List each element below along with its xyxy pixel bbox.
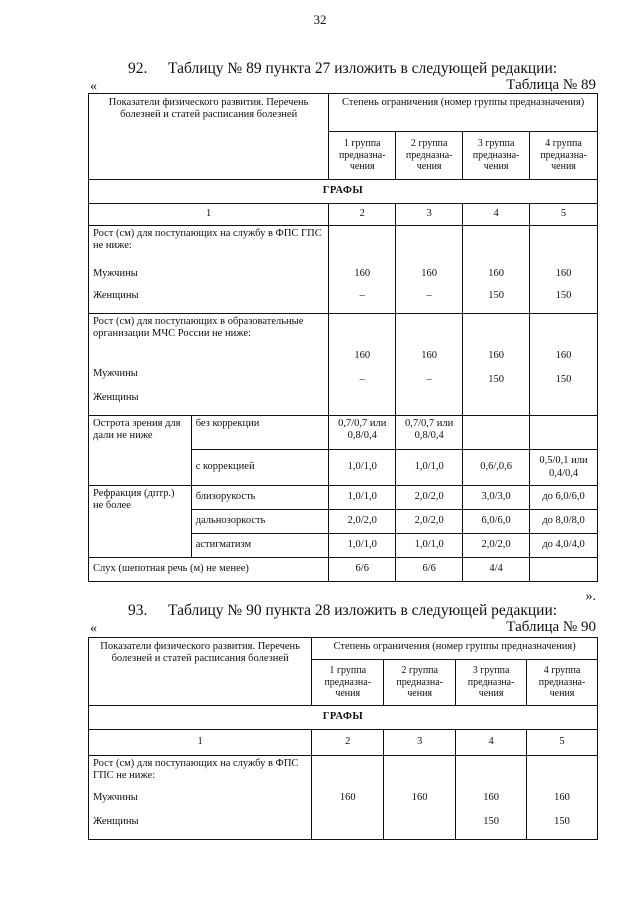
mchs-men-3: 160	[488, 350, 504, 361]
refr-hyper-4: до 8,0/8,0	[530, 510, 598, 534]
fps-men-4: 160	[555, 268, 572, 279]
fps-men-1: 160	[354, 268, 371, 279]
vision-nocorr-1: 0,7/0,7 или 0,8/0,4	[329, 416, 396, 450]
table-row	[89, 314, 598, 416]
vision-corr-label: с коррекцией	[191, 450, 329, 486]
refr-hyper-label: дальнозоркость	[191, 510, 329, 534]
group-90-3: 3 группа предназна-чения	[456, 660, 527, 706]
col-num-2: 2	[329, 204, 396, 226]
hearing-1: 6/6	[329, 558, 396, 582]
close-quote-92: ».	[585, 589, 596, 604]
section-92-text: Таблицу № 89 пункта 27 изложить в следующей редакции:	[168, 60, 558, 77]
mchs-women-2: –	[426, 374, 432, 385]
fps-men-2: 160	[421, 268, 438, 279]
col-num-4: 4	[463, 204, 530, 226]
women-label: Женщины	[93, 392, 139, 403]
fps90-men-4: 160	[554, 792, 570, 803]
refr-hyper-3: 6,0/6,0	[463, 510, 530, 534]
col90-num-3: 3	[384, 730, 456, 756]
header-restriction: Степень ограничения (номер группы предназначения)	[329, 94, 598, 132]
vision-nocorr-label: без коррекции	[191, 416, 329, 450]
row-fps-label	[89, 226, 329, 314]
col90-num-1: 1	[89, 730, 312, 756]
vision-corr-2: 1,0/1,0	[396, 450, 463, 486]
section-92-number: 92.	[128, 60, 148, 77]
col-num-1: 1	[89, 204, 329, 226]
fps90-men-1: 160	[339, 792, 356, 803]
refr-hyper-1: 2,0/2,0	[329, 510, 396, 534]
group-90-1: 1 группа предназна-чения	[312, 660, 384, 706]
table-row	[89, 558, 598, 582]
section-92-heading	[128, 60, 557, 78]
table-row	[89, 756, 598, 840]
table-90	[88, 637, 598, 840]
fps-women-4: 150	[555, 290, 572, 301]
refr-astig-4: до 4,0/4,0	[530, 534, 598, 558]
table-90-label: Таблица № 90	[506, 619, 596, 635]
group-2: 2 группа предназна-чения	[396, 132, 463, 180]
section-93-text: Таблицу № 90 пункта 28 изложить в следующей редакции:	[168, 602, 558, 619]
row-mchs-title: Рост (см) для поступающих в образовательные организации МЧС России не ниже:	[93, 316, 304, 340]
fps90-men-3: 160	[483, 792, 499, 803]
men-label: Мужчины	[93, 268, 138, 279]
col-num-5: 5	[530, 204, 598, 226]
mchs-men-2: 160	[421, 350, 438, 361]
fps90-women-3: 150	[483, 816, 499, 827]
group-1: 1 группа предназна-чения	[329, 132, 396, 180]
mchs-women-1: –	[359, 374, 365, 385]
vision-corr-1: 1,0/1,0	[329, 450, 396, 486]
fps-women-2: –	[426, 290, 432, 301]
header-restriction-90: Степень ограничения (номер группы предназначения)	[312, 638, 598, 660]
col-num-3: 3	[396, 204, 463, 226]
grafy-row: ГРАФЫ	[89, 180, 598, 204]
open-quote-93: «	[90, 621, 97, 636]
col90-num-2: 2	[312, 730, 384, 756]
header-indicators-90: Показатели физического развития. Перечень болезней и статей расписания болезней	[89, 638, 312, 706]
table-row	[89, 226, 598, 314]
mchs-women-3: 150	[488, 374, 504, 385]
table-89	[88, 93, 598, 582]
refr-myopia-label: близорукость	[191, 486, 329, 510]
fps-women-1: –	[359, 290, 365, 301]
col90-num-4: 4	[456, 730, 527, 756]
mchs-men-4: 160	[555, 350, 572, 361]
vision-title: Острота зрения для дали не ниже	[89, 416, 192, 486]
vision-corr-4: 0,5/0,1 или 0,4/0,4	[530, 450, 598, 486]
col90-num-5: 5	[527, 730, 598, 756]
mchs-women-4: 150	[555, 374, 572, 385]
hearing-4	[530, 558, 598, 582]
section-93-heading	[128, 602, 557, 620]
group-4: 4 группа предназна-чения	[530, 132, 598, 180]
fps90-men-2: 160	[411, 792, 428, 803]
hearing-3: 4/4	[463, 558, 530, 582]
group-90-4: 4 группа предназна-чения	[527, 660, 598, 706]
refr-astig-2: 1,0/1,0	[396, 534, 463, 558]
refr-myopia-3: 3,0/3,0	[463, 486, 530, 510]
vision-corr-3: 0,6/,0,6	[463, 450, 530, 486]
fps-men-3: 160	[488, 268, 504, 279]
refr-astig-label: астигматизм	[191, 534, 329, 558]
fps-women-3: 150	[488, 290, 504, 301]
mchs-men-1: 160	[354, 350, 371, 361]
vision-nocorr-3	[463, 416, 530, 450]
group-90-2: 2 группа предназна-чения	[384, 660, 456, 706]
refr-astig-3: 2,0/2,0	[463, 534, 530, 558]
row-fps-title: Рост (см) для поступающих на службу в ФПС ГПС не ниже:	[93, 228, 322, 252]
table-89-label: Таблица № 89	[506, 77, 596, 93]
refraction-title: Рефракция (дптр.) не более	[89, 486, 192, 558]
row90-fps-title: Рост (см) для поступающих на службу в ФПС ГПС не ниже:	[93, 758, 299, 782]
men-label: Мужчины	[93, 368, 138, 379]
men-label-90: Мужчины	[93, 792, 138, 803]
table-row	[89, 486, 598, 510]
row90-fps-label	[89, 756, 312, 840]
women-label: Женщины	[93, 290, 139, 301]
vision-nocorr-4	[530, 416, 598, 450]
refr-myopia-4: до 6,0/6,0	[530, 486, 598, 510]
refr-hyper-2: 2,0/2,0	[396, 510, 463, 534]
grafy-row-90: ГРАФЫ	[89, 706, 598, 730]
women-label-90: Женщины	[93, 816, 139, 827]
hearing-2: 6/6	[396, 558, 463, 582]
header-indicators: Показатели физического развития. Перечень болезней и статей расписания болезней	[89, 94, 329, 180]
page-number: 32	[313, 12, 327, 27]
group-3: 3 группа предназна-чения	[463, 132, 530, 180]
refr-astig-1: 1,0/1,0	[329, 534, 396, 558]
open-quote-92: «	[90, 79, 97, 94]
row-mchs-label	[89, 314, 329, 416]
refr-myopia-1: 1,0/1,0	[329, 486, 396, 510]
table-row	[89, 416, 598, 450]
hearing-label: Слух (шепотная речь (м) не менее)	[89, 558, 329, 582]
fps90-women-4: 150	[554, 816, 570, 827]
section-93-number: 93.	[128, 602, 148, 619]
refr-myopia-2: 2,0/2,0	[396, 486, 463, 510]
vision-nocorr-2: 0,7/0,7 или 0,8/0,4	[396, 416, 463, 450]
